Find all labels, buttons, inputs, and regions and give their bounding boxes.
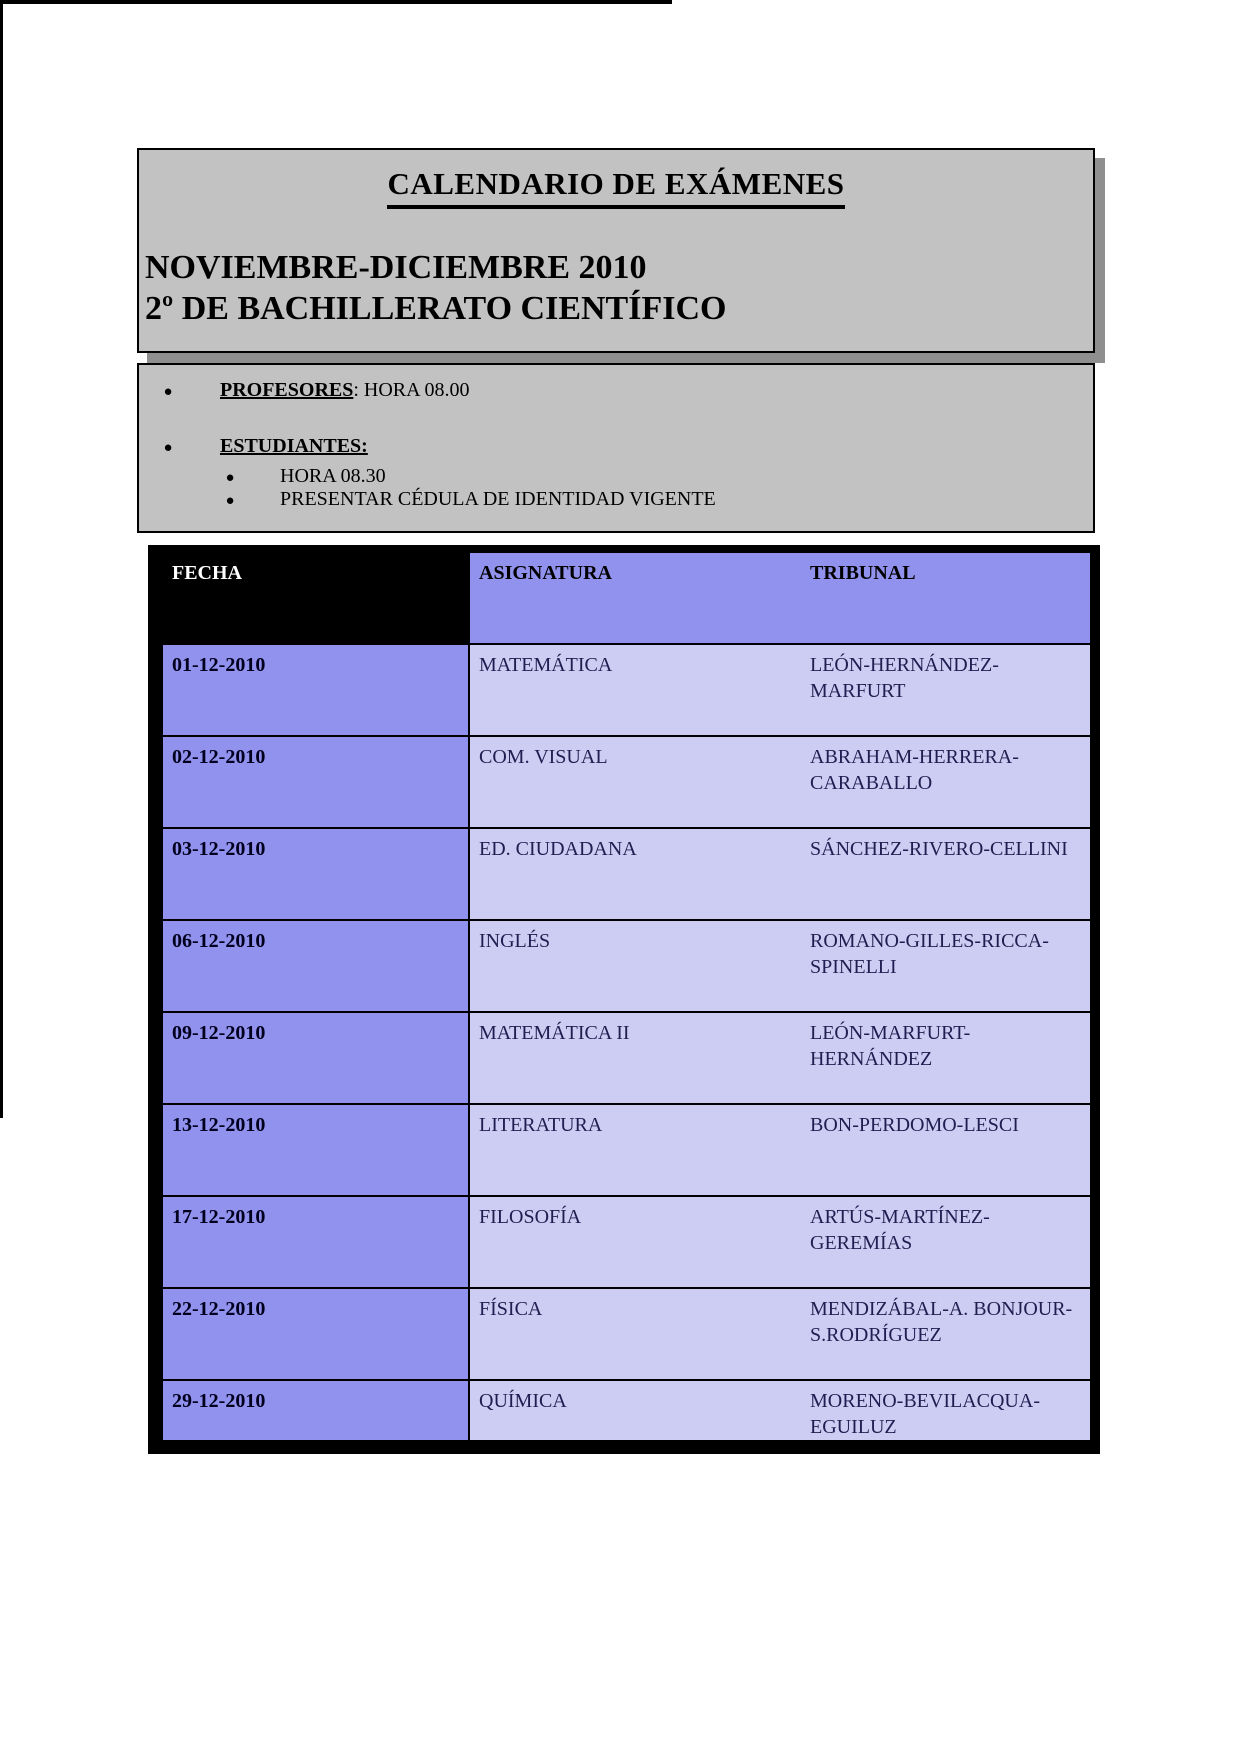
cell-fecha: 22-12-2010 [163, 1288, 469, 1380]
cell-asignatura: FILOSOFÍA [469, 1196, 801, 1288]
table-row [163, 736, 1090, 828]
cell-fecha: 06-12-2010 [163, 920, 469, 1012]
table-row [163, 920, 1090, 1012]
cell-asignatura: MATEMÁTICA [469, 644, 801, 736]
table-row [163, 1196, 1090, 1288]
cell-fecha: 13-12-2010 [163, 1104, 469, 1196]
table-row [163, 644, 1090, 736]
instructions-box [137, 363, 1095, 533]
bullet-hora [139, 465, 1093, 488]
table-header-row [163, 553, 1090, 644]
scan-edge-left [0, 0, 3, 1118]
exam-table [148, 545, 1100, 1454]
cell-asignatura: QUÍMICA [469, 1380, 801, 1440]
bullet-cedula [139, 488, 1093, 511]
cell-asignatura: ED. CIUDADANA [469, 828, 801, 920]
cell-tribunal: LEÓN-MARFURT-HERNÁNDEZ [801, 1012, 1090, 1104]
table-row [163, 1288, 1090, 1380]
column-header-fecha: FECHA [163, 553, 469, 644]
cell-fecha: 17-12-2010 [163, 1196, 469, 1288]
bullet-icon: ● [225, 470, 235, 486]
cell-asignatura: COM. VISUAL [469, 736, 801, 828]
spacer [139, 458, 1093, 465]
cell-tribunal: ABRAHAM-HERRERA-CARABALLO [801, 736, 1090, 828]
table-row [163, 1380, 1090, 1440]
scan-edge-top [0, 0, 672, 4]
estudiantes-item-hora: HORA 08.30 [280, 465, 386, 487]
cell-tribunal: SÁNCHEZ-RIVERO-CELLINI [801, 828, 1090, 920]
bullet-icon: ● [225, 493, 235, 509]
cell-asignatura: LITERATURA [469, 1104, 801, 1196]
cell-tribunal: ROMANO-GILLES-RICCA-SPINELLI [801, 920, 1090, 1012]
column-header-asignatura: ASIGNATURA [469, 553, 801, 644]
cell-fecha: 01-12-2010 [163, 644, 469, 736]
cell-asignatura: MATEMÁTICA II [469, 1012, 801, 1104]
title-box [137, 148, 1095, 353]
table-row [163, 1012, 1090, 1104]
cell-fecha: 29-12-2010 [163, 1380, 469, 1440]
bullet-icon: ● [163, 440, 173, 456]
cell-tribunal: ARTÚS-MARTÍNEZ- GEREMÍAS [801, 1196, 1090, 1288]
estudiantes-label: ESTUDIANTES: [220, 435, 368, 457]
table-row [163, 1104, 1090, 1196]
column-header-tribunal: TRIBUNAL [801, 553, 1090, 644]
cell-tribunal: MORENO-BEVILACQUA-EGUILUZ [801, 1380, 1090, 1440]
cell-asignatura: FÍSICA [469, 1288, 801, 1380]
cell-tribunal: LEÓN-HERNÁNDEZ-MARFURT [801, 644, 1090, 736]
bullet-profesores [139, 379, 1093, 402]
cell-fecha: 09-12-2010 [163, 1012, 469, 1104]
profesores-rest: : HORA 08.00 [353, 379, 470, 401]
estudiantes-item-cedula: PRESENTAR CÉDULA DE IDENTIDAD VIGENTE [280, 488, 716, 510]
profesores-line [220, 379, 469, 402]
bullet-estudiantes [139, 435, 1093, 458]
cell-tribunal: MENDIZÁBAL-A. BONJOUR-S.RODRÍGUEZ [801, 1288, 1090, 1380]
page-title: CALENDARIO DE EXÁMENES [387, 166, 844, 209]
cell-fecha: 02-12-2010 [163, 736, 469, 828]
table-row [163, 828, 1090, 920]
cell-asignatura: INGLÉS [469, 920, 801, 1012]
bullet-icon: ● [163, 384, 173, 400]
cell-fecha: 03-12-2010 [163, 828, 469, 920]
subtitle-grade: 2º DE BACHILLERATO CIENTÍFICO [145, 290, 727, 327]
subtitle-month-year: NOVIEMBRE-DICIEMBRE 2010 [145, 249, 647, 286]
spacer [139, 402, 1093, 435]
profesores-label: PROFESORES [220, 379, 354, 401]
title-wrap [139, 166, 1093, 209]
cell-tribunal: BON-PERDOMO-LESCI [801, 1104, 1090, 1196]
